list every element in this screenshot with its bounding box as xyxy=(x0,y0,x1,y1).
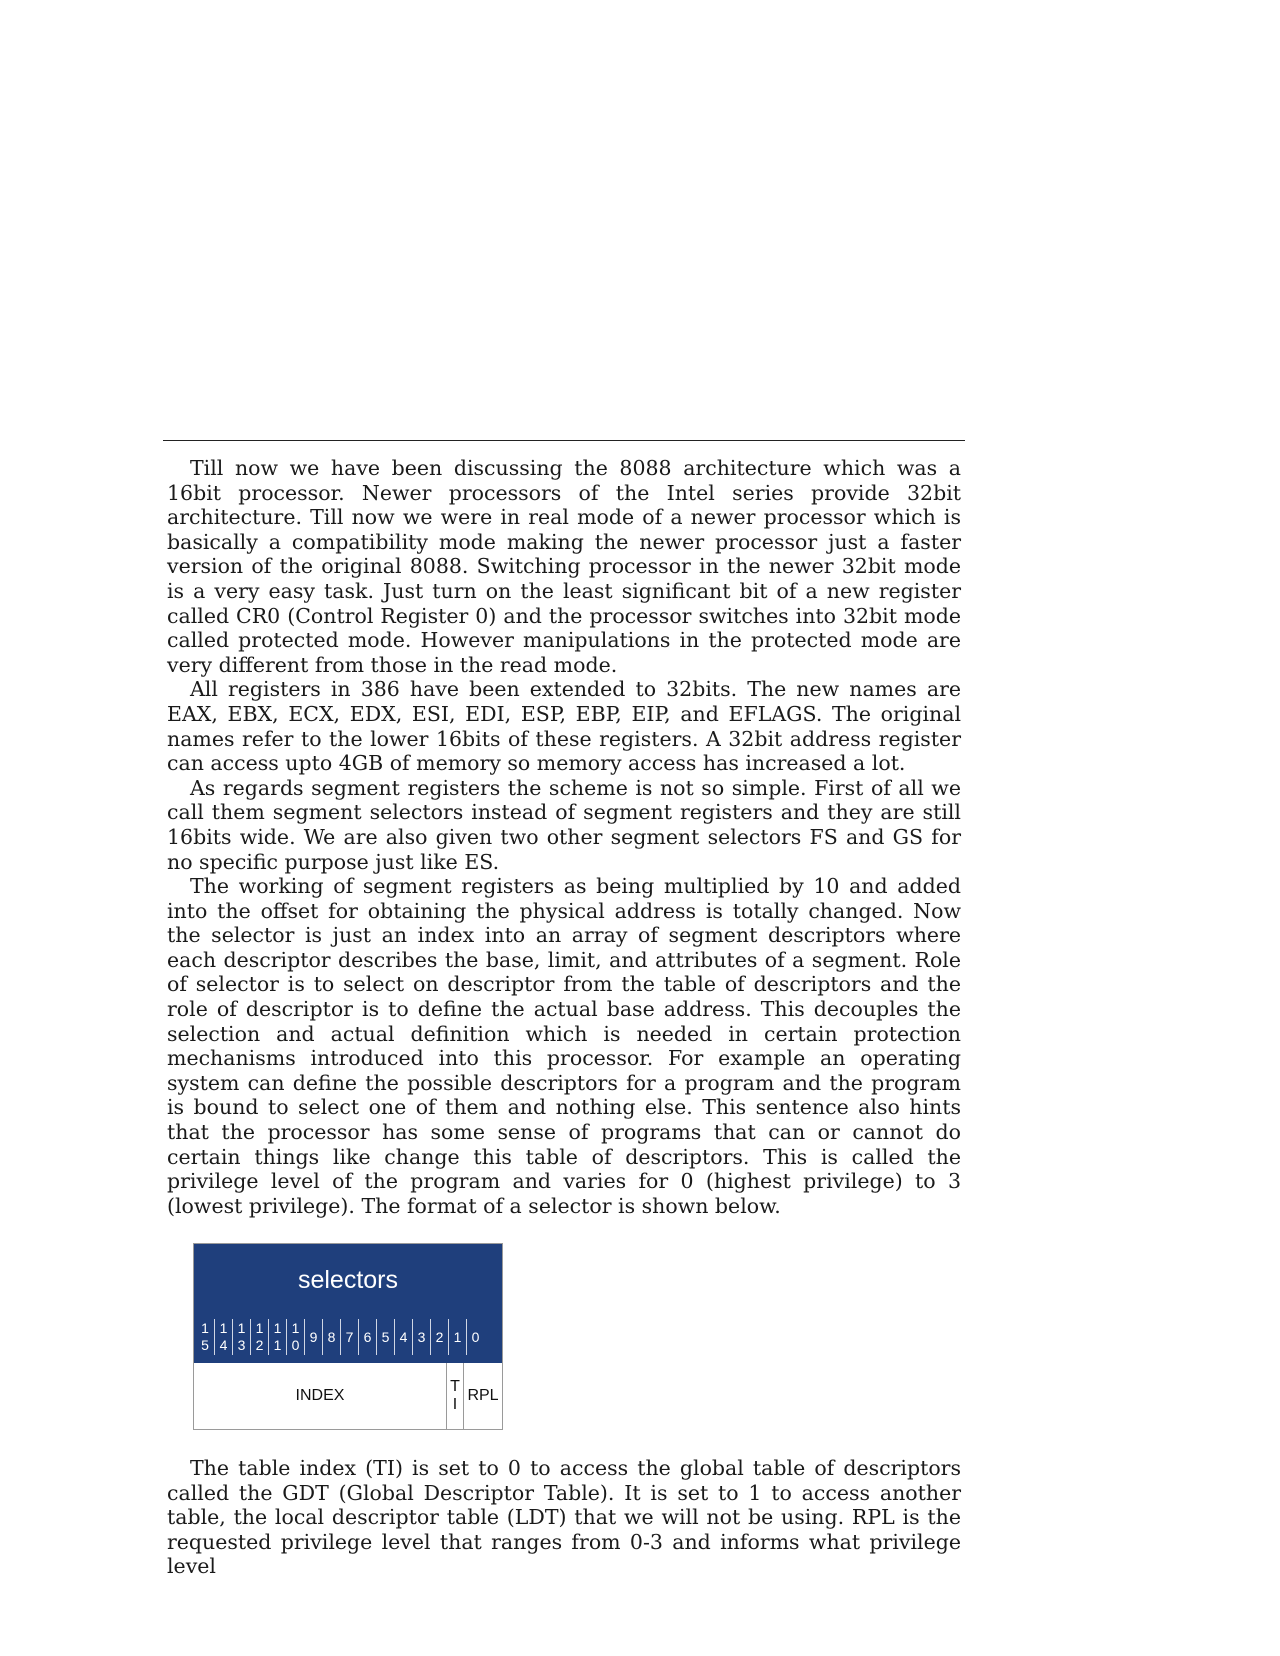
paragraph: All registers in 386 have been extended to 32bits. The new names are EAX, EBX, ECX, EDX, ESI, EDI, ESP, EBP, EIP, and EFLAGS. The original names refer to the lower 16bits of these registers. A 32bit address register can access upto 4GB of memory so memory access has increased a lot. xyxy=(167,677,961,776)
bit-number-cell xyxy=(466,1319,484,1355)
bit-number-cell xyxy=(376,1319,394,1355)
bit-digit: 1 xyxy=(219,1320,228,1336)
ti-field-bottom: I xyxy=(452,1396,458,1413)
bit-digit: 0 xyxy=(291,1337,300,1353)
bit-number-cell xyxy=(412,1319,430,1355)
bit-number-row xyxy=(196,1319,484,1355)
ti-field xyxy=(446,1363,464,1429)
bit-number-cell xyxy=(214,1319,232,1355)
paragraph: The table index (TI) is set to 0 to access the global table of descriptors called the GDT (Global Descriptor Table). It is set to 1 to access another table, the local descriptor table (LDT) that we will not be using. RPL is the requested privilege level that ranges from 0-3 and informs what privilege level xyxy=(167,1456,961,1579)
body-text-continued xyxy=(167,1456,961,1579)
selector-fields xyxy=(194,1363,502,1429)
bit-digit: 2 xyxy=(255,1337,264,1353)
bit-digit: 9 xyxy=(309,1328,318,1345)
bit-digit: 6 xyxy=(363,1328,372,1345)
bit-number-cell xyxy=(322,1319,340,1355)
ti-field-top: T xyxy=(450,1378,460,1395)
bit-digit: 1 xyxy=(255,1320,264,1336)
figure-title: selectors xyxy=(297,1266,399,1294)
paragraph: Till now we have been discussing the 8088 architecture which was a 16bit processor. Newer processors of the Intel series provide 32bit architecture. Till now we were in real mode of a newer processor which is basically a compatibility mode making the newer processor just a faster version of the original 8088. Switching processor in the newer 32bit mode is a very easy task. Just turn on the least significant bit of a new register called CR0 (Control Register 0) and the processor switches into 32bit mode called protected mode. However manipulations in the protected mode are very different from those in the read mode. xyxy=(167,456,961,677)
bit-number-cell xyxy=(304,1319,322,1355)
figure-header xyxy=(194,1244,502,1363)
bit-digit: 1 xyxy=(273,1337,282,1353)
bit-digit: 1 xyxy=(201,1320,209,1336)
bit-number-cell xyxy=(448,1319,466,1355)
bit-number-cell xyxy=(394,1319,412,1355)
selector-format-figure xyxy=(193,1243,503,1430)
bit-digit: 4 xyxy=(219,1337,228,1353)
paragraph: The working of segment registers as being multiplied by 10 and added into the offset for obtaining the physical address is totally changed. Now the selector is just an index into an array of segment descriptors where each descriptor describes the base, limit, and attributes of a segment. Role of selector is to select on descriptor from the table of descriptors and the role of descriptor is to define the actual base address. This decouples the selection and actual definition which is needed in certain protection mechanisms introduced into this processor. For example an operating system can define the possible descriptors for a program and the program is bound to select one of them and nothing else. This sentence also hints that the processor has some sense of programs that can or cannot do certain things like change this table of descriptors. This is called the privilege level of the program and varies for 0 (highest privilege) to 3 (lowest privilege). The format of a selector is shown below. xyxy=(167,874,961,1218)
bit-number-cell xyxy=(286,1319,304,1355)
bit-number-cell xyxy=(340,1319,358,1355)
bit-number-cell xyxy=(232,1319,250,1355)
bit-digit: 7 xyxy=(345,1328,354,1345)
bit-number-cell xyxy=(268,1319,286,1355)
bit-digit: 4 xyxy=(399,1328,408,1345)
bit-digit: 5 xyxy=(201,1337,209,1353)
bit-digit: 0 xyxy=(471,1328,480,1345)
rpl-field: RPL xyxy=(467,1387,499,1404)
bit-digit: 3 xyxy=(237,1337,246,1353)
bit-digit: 1 xyxy=(291,1320,300,1336)
bit-digit: 1 xyxy=(237,1320,246,1336)
body-text xyxy=(167,456,961,1218)
bit-number-cell xyxy=(196,1319,214,1355)
bit-digit: 2 xyxy=(435,1328,444,1345)
bit-digit: 8 xyxy=(327,1328,336,1345)
paragraph: As regards segment registers the scheme is not so simple. First of all we call them segment selectors instead of segment registers and they are still 16bits wide. We are also given two other segment selectors FS and GS for no specific purpose just like ES. xyxy=(167,775,961,874)
bit-digit: 1 xyxy=(273,1320,282,1336)
bit-digit: 3 xyxy=(417,1328,426,1345)
bit-number-cell xyxy=(250,1319,268,1355)
index-field: INDEX xyxy=(295,1387,345,1404)
bit-number-cell xyxy=(358,1319,376,1355)
bit-number-cell xyxy=(430,1319,448,1355)
top-rule xyxy=(163,440,965,441)
bit-digit: 1 xyxy=(453,1328,462,1345)
bit-digit: 5 xyxy=(381,1328,390,1345)
